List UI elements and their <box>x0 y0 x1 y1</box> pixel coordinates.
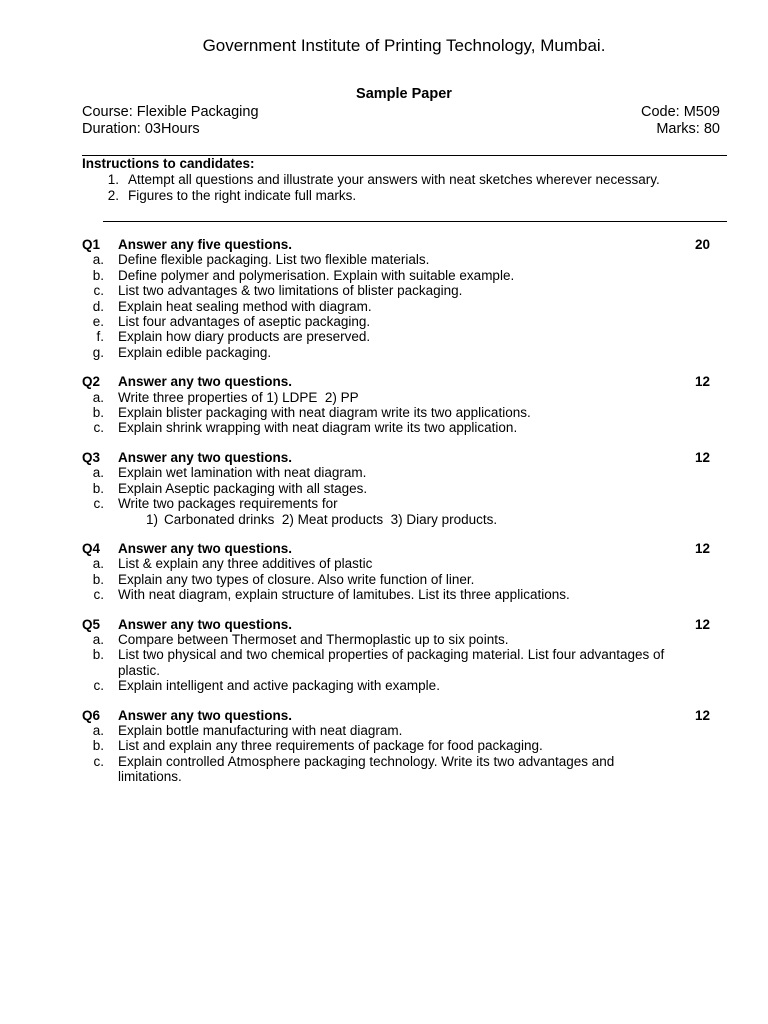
part-text: Explain Aseptic packaging with all stages. <box>118 480 368 496</box>
part-label: a. <box>92 465 104 481</box>
subitem-number: 1) <box>145 511 158 527</box>
part-label: c. <box>93 678 104 694</box>
question-part <box>82 647 712 678</box>
question-marks: 12 <box>694 449 710 465</box>
part-text: List and explain any three requirements of package for food packaging. <box>118 738 543 754</box>
part-text: Explain shrink wrapping with neat diagram write its two application. <box>118 420 518 436</box>
part-label: a. <box>92 389 104 405</box>
part-label: a. <box>92 631 104 647</box>
part-text: List & explain any three additives of plastic <box>118 556 373 572</box>
instruction-number: 1. <box>107 172 119 187</box>
part-label: c. <box>93 283 104 299</box>
instructions-divider <box>103 221 727 222</box>
question-part <box>82 481 712 496</box>
part-text: Explain controlled Atmosphere packaging technology. Write its two advantages and limitations. <box>118 753 615 785</box>
part-text: Explain bottle manufacturing with neat diagram. <box>118 722 403 738</box>
part-label: b. <box>92 571 104 587</box>
part-label: a. <box>92 556 104 572</box>
question-header <box>82 450 712 465</box>
instruction-text: Attempt all questions and illustrate your answers with neat sketches wherever necessary. <box>128 172 660 187</box>
question-block <box>82 450 712 527</box>
question-marks: 12 <box>694 616 710 632</box>
part-text: List four advantages of aseptic packaging. <box>118 314 371 330</box>
part-text: List two advantages & two limitations of blister packaging. <box>118 283 463 299</box>
part-text: Explain wet lamination with neat diagram. <box>118 465 367 481</box>
duration-marks-row <box>82 121 720 139</box>
question-part <box>82 283 712 298</box>
part-text: Explain how diary products are preserved. <box>118 329 371 345</box>
part-text: Explain heat sealing method with diagram. <box>118 298 372 314</box>
question-marks: 12 <box>694 540 710 556</box>
part-text: Explain any two types of closure. Also write function of liner. <box>118 571 475 587</box>
question-marks: 12 <box>694 707 710 723</box>
question-instruction: Answer any two questions. <box>118 374 293 390</box>
question-part <box>82 723 712 738</box>
instruction-number: 2. <box>107 187 119 203</box>
question-part <box>82 678 712 693</box>
part-label: a. <box>92 722 104 738</box>
part-label: c. <box>93 496 104 512</box>
part-text: Compare between Thermoset and Thermoplastic up to six points. <box>118 631 509 647</box>
question-header <box>82 237 712 252</box>
question-part <box>82 632 712 647</box>
institute-name: Government Institute of Printing Technology, Mumbai. <box>202 36 606 55</box>
code-label: Code: M509 <box>641 104 720 120</box>
question-part <box>82 268 712 283</box>
part-text: With neat diagram, explain structure of lamitubes. List its three applications. <box>118 587 570 603</box>
question-part <box>82 496 712 511</box>
part-label: e. <box>92 314 104 330</box>
question-block <box>82 708 712 785</box>
question-part <box>82 420 712 435</box>
part-text: Explain intelligent and active packaging with example. <box>118 678 440 694</box>
course-code-row <box>82 104 720 122</box>
part-label: a. <box>92 252 104 268</box>
question-part <box>82 754 712 785</box>
questions-section <box>82 237 712 799</box>
marks-label: Marks: 80 <box>656 121 720 137</box>
instructions-heading: Instructions to candidates: <box>82 156 255 171</box>
part-label: b. <box>92 267 104 283</box>
question-block <box>82 617 712 694</box>
question-part <box>82 299 712 314</box>
question-part <box>82 587 712 602</box>
part-label: d. <box>92 298 104 314</box>
question-part <box>82 329 712 344</box>
part-label: c. <box>93 587 104 603</box>
instruction-text: Figures to the right indicate full marks. <box>128 187 357 203</box>
question-number: Q1 <box>82 237 101 252</box>
question-block <box>82 374 712 436</box>
part-label: f. <box>96 329 104 345</box>
part-label: c. <box>93 753 104 769</box>
question-part <box>82 252 712 267</box>
part-text: Write three properties of 1) LDPE 2) PP <box>118 389 359 405</box>
question-instruction: Answer any five questions. <box>118 237 293 252</box>
question-part <box>82 314 712 329</box>
paper-title: Sample Paper <box>356 86 452 102</box>
question-instruction: Answer any two questions. <box>118 616 293 632</box>
question-header <box>82 541 712 556</box>
question-number: Q4 <box>82 540 101 556</box>
subitem-text: Carbonated drinks 2) Meat products 3) Diary products. <box>164 511 498 527</box>
question-header <box>82 374 712 389</box>
question-instruction: Answer any two questions. <box>118 540 293 556</box>
question-header <box>82 708 712 723</box>
part-label: b. <box>92 480 104 496</box>
duration-label: Duration: 03Hours <box>82 121 200 137</box>
question-number: Q2 <box>82 374 101 390</box>
part-label: c. <box>93 420 104 436</box>
part-text: Explain blister packaging with neat diagram write its two applications. <box>118 405 531 421</box>
question-number: Q5 <box>82 616 101 632</box>
question-part <box>82 738 712 753</box>
question-number: Q6 <box>82 707 101 723</box>
question-instruction: Answer any two questions. <box>118 449 293 465</box>
part-text: Write two packages requirements for <box>118 496 338 512</box>
question-part <box>82 405 712 420</box>
question-marks: 12 <box>694 374 710 390</box>
question-header <box>82 617 712 632</box>
question-block <box>82 541 712 603</box>
question-part <box>82 390 712 405</box>
course-label: Course: Flexible Packaging <box>82 104 259 120</box>
question-block <box>82 237 712 360</box>
question-part <box>82 556 712 571</box>
question-subitem <box>140 512 712 527</box>
part-label: b. <box>92 405 104 421</box>
part-label: b. <box>92 647 104 663</box>
part-label: b. <box>92 738 104 754</box>
part-text: Explain edible packaging. <box>118 344 272 360</box>
part-label: g. <box>92 344 104 360</box>
question-instruction: Answer any two questions. <box>118 707 293 723</box>
question-marks: 20 <box>694 237 710 252</box>
part-text: Define polymer and polymerisation. Explain with suitable example. <box>118 267 515 283</box>
question-number: Q3 <box>82 449 101 465</box>
question-part <box>82 345 712 360</box>
question-part <box>82 572 712 587</box>
part-text: List two physical and two chemical properties of packaging material. List four advantages of plastic. <box>118 647 665 678</box>
part-text: Define flexible packaging. List two flexible materials. <box>118 252 430 268</box>
question-part <box>82 465 712 480</box>
